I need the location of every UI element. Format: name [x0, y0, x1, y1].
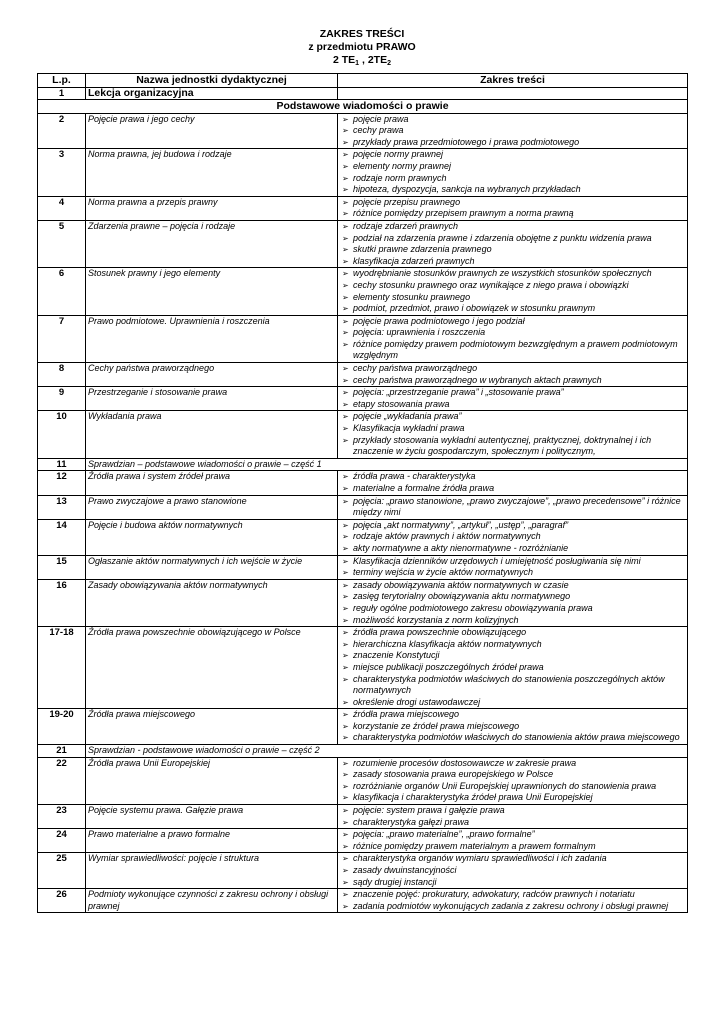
table-row [38, 315, 688, 362]
content-list-item: ➢ klasyfikacja i charakterystyka źródeł prawa Unii Europejskiej [342, 792, 685, 804]
content-list [342, 197, 685, 220]
unit-name: Pojęcie prawa i jego cechy [86, 113, 338, 149]
content-list [342, 829, 685, 852]
row-number: 22 [38, 757, 86, 804]
content-cell [338, 220, 688, 267]
content-list [342, 853, 685, 888]
content-cell [338, 411, 688, 458]
document-header [0, 28, 724, 67]
row-number: 7 [38, 315, 86, 362]
content-cell [338, 315, 688, 362]
unit-name: Wykładania prawa [86, 411, 338, 458]
unit-name: Prawo materialne a prawo formalne [86, 829, 338, 853]
table-header-row [38, 74, 688, 88]
table-row [38, 709, 688, 745]
row-number: 12 [38, 471, 86, 495]
unit-name: Przestrzeganie i stosowanie prawa [86, 387, 338, 411]
unit-name: Norma prawna, jej budowa i rodzaje [86, 149, 338, 196]
content-cell [338, 495, 688, 519]
content-cell [338, 757, 688, 804]
content-list-item: ➢ reguły ogólne podmiotowego zakresu obowiązywania prawa [342, 603, 685, 615]
row-number: 2 [38, 113, 86, 149]
row-number: 24 [38, 829, 86, 853]
table-row [38, 805, 688, 829]
content-list-item: ➢ pojęcia: „prawo stanowione, „prawo zwyczajowe”, „prawo precedensowe” i różnice między nimi [342, 496, 685, 519]
row-number: 3 [38, 149, 86, 196]
content-list-item: ➢ elementy normy prawnej [342, 161, 685, 173]
row-number: 23 [38, 805, 86, 829]
content-list [342, 471, 685, 494]
content-list-item: ➢ hipoteza, dyspozycja, sankcja na wybranych przykładach [342, 184, 685, 196]
content-list-item: ➢ zadania podmiotów wykonujących zadania z zakresu ochrony i obsługi prawnej [342, 901, 685, 913]
row-number: 9 [38, 387, 86, 411]
unit-name: Źródła prawa Unii Europejskiej [86, 757, 338, 804]
content-list-item: ➢ źródła prawa miejscowego [342, 709, 685, 721]
table-row [38, 579, 688, 626]
content-list [342, 387, 685, 410]
content-cell [338, 471, 688, 495]
row-number: 16 [38, 579, 86, 626]
content-list-item: ➢ różnice pomiędzy prawem podmiotowym bezwzględnym a prawem podmiotowym względnym [342, 339, 685, 362]
row-number: 19-20 [38, 709, 86, 745]
unit-name: Prawo podmiotowe. Uprawnienia i roszczenia [86, 315, 338, 362]
content-list-item: ➢ możliwość korzystania z norm kolizyjnych [342, 615, 685, 627]
table-body [38, 87, 688, 913]
content-list-item: ➢ rodzaje zdarzeń prawnych [342, 221, 685, 233]
content-cell [338, 149, 688, 196]
row-number: 11 [38, 458, 86, 471]
content-cell [338, 268, 688, 315]
table-row [38, 555, 688, 579]
unit-name: Zasady obowiązywania aktów normatywnych [86, 579, 338, 626]
table-row [38, 627, 688, 709]
content-list [342, 520, 685, 555]
content-list [342, 363, 685, 386]
content-list-item: ➢ pojęcie prawa podmiotowego i jego podział [342, 316, 685, 328]
row-number: 25 [38, 853, 86, 889]
row-number: 5 [38, 220, 86, 267]
content-list-item: ➢ zasady obowiązywania aktów normatywnych w czasie [342, 580, 685, 592]
content-cell [338, 555, 688, 579]
content-list-item: ➢ elementy stosunku prawnego [342, 292, 685, 304]
content-list [342, 627, 685, 708]
content-list-item: ➢ pojęcie „wykładania prawa” [342, 411, 685, 423]
unit-name: Zdarzenia prawne – pojęcia i rodzaje [86, 220, 338, 267]
content-list-item: ➢ pojęcie: system prawa i gałęzie prawa [342, 805, 685, 817]
content-list-item: ➢ znaczenie Konstytucji [342, 650, 685, 662]
unit-name: Prawo zwyczajowe a prawo stanowione [86, 495, 338, 519]
content-list-item: ➢ miejsce publikacji poszczególnych źródeł prawa [342, 662, 685, 674]
unit-name: Norma prawna a przepis prawny [86, 196, 338, 220]
content-list-item: ➢ pojęcia: „przestrzeganie prawa” i „stosowanie prawa” [342, 387, 685, 399]
table-row [38, 220, 688, 267]
content-list-item: ➢ pojęcie normy prawnej [342, 149, 685, 161]
table-row [38, 149, 688, 196]
table-row [38, 387, 688, 411]
content-list-item: ➢ określenie drogi ustawodawczej [342, 697, 685, 709]
content-list-item: ➢ materialne a formalne źródła prawa [342, 483, 685, 495]
content-list-item: ➢ rodzaje norm prawnych [342, 173, 685, 185]
unit-name: Źródła prawa i system źródeł prawa [86, 471, 338, 495]
table-row [38, 829, 688, 853]
content-cell [338, 87, 688, 100]
row-number: 6 [38, 268, 86, 315]
content-list-item: ➢ pojęcie przepisu prawnego [342, 197, 685, 209]
content-list-item: ➢ cechy prawa [342, 125, 685, 137]
content-list-item: ➢ charakterystyka organów wymiaru sprawiedliwości i ich zadania [342, 853, 685, 865]
test-entry: Sprawdzian – podstawowe wiadomości o prawie – część 1 [86, 458, 688, 471]
document-subject: z przedmiotu PRAWO [308, 41, 416, 53]
content-list-item: ➢ charakterystyka podmiotów właściwych do stanowienia aktów prawa miejscowego [342, 732, 685, 744]
content-list [342, 221, 685, 267]
content-list-item: ➢ cechy stosunku prawnego oraz wynikające z niego prawa i obowiązki [342, 280, 685, 292]
row-number: 15 [38, 555, 86, 579]
content-list-item: ➢ zasięg terytorialny obowiązywania aktu normatywnego [342, 591, 685, 603]
table-row [38, 100, 688, 114]
table-row [38, 411, 688, 458]
content-list-item: ➢ pojęcia: uprawnienia i roszczenia [342, 327, 685, 339]
content-list-item: ➢ źródła prawa - charakterystyka [342, 471, 685, 483]
content-list [342, 758, 685, 804]
content-list-item: ➢ podział na zdarzenia prawne i zdarzenia obojętne z punktu widzenia prawa [342, 233, 685, 245]
content-list-item: ➢ znaczenie pojęć: prokuratury, adwokatury, radców prawnych i notariatu [342, 889, 685, 901]
content-list-item: ➢ etapy stosowania prawa [342, 399, 685, 411]
unit-name: Ogłaszanie aktów normatywnych i ich wejście w życie [86, 555, 338, 579]
content-list-item: ➢ różnice pomiędzy prawem materialnym a prawem formalnym [342, 841, 685, 853]
content-cell [338, 579, 688, 626]
row-number: 8 [38, 363, 86, 387]
content-cell [338, 113, 688, 149]
content-list-item: ➢ rozróżnianie organów Unii Europejskiej uprawnionych do stanowienia prawa [342, 781, 685, 793]
content-list [342, 411, 685, 457]
content-cell [338, 519, 688, 555]
content-list-item: ➢ terminy wejścia w życie aktów normatywnych [342, 567, 685, 579]
row-number: 13 [38, 495, 86, 519]
content-cell [338, 889, 688, 913]
content-cell [338, 709, 688, 745]
table-row [38, 745, 688, 758]
content-list-item: ➢ przykłady prawa przedmiotowego i prawa podmiotowego [342, 137, 685, 149]
table-row [38, 196, 688, 220]
table-row [38, 471, 688, 495]
content-cell [338, 829, 688, 853]
row-number: 1 [38, 87, 86, 100]
content-list-item: ➢ korzystanie ze źródeł prawa miejscowego [342, 721, 685, 733]
content-list [342, 114, 685, 149]
content-list-item: ➢ akty normatywne a akty nienormatywne - rozróżnianie [342, 543, 685, 555]
unit-name: Źródła prawa miejscowego [86, 709, 338, 745]
row-number: 10 [38, 411, 86, 458]
row-number: 26 [38, 889, 86, 913]
content-list [342, 580, 685, 626]
content-cell [338, 627, 688, 709]
column-header-content: Zakres treści [338, 74, 688, 88]
content-cell [338, 196, 688, 220]
row-number: 14 [38, 519, 86, 555]
content-list-item: ➢ Klasyfikacja wykładni prawa [342, 423, 685, 435]
content-cell [338, 363, 688, 387]
unit-name: Stosunek prawny i jego elementy [86, 268, 338, 315]
content-list-item: ➢ zasady dwuinstancyjności [342, 865, 685, 877]
table-row [38, 87, 688, 100]
content-list-item: ➢ cechy państwa praworządnego [342, 363, 685, 375]
curriculum-table [37, 73, 688, 913]
content-list [342, 268, 685, 314]
content-list [342, 316, 685, 362]
row-number: 21 [38, 745, 86, 758]
table-row [38, 363, 688, 387]
column-header-lp: L.p. [38, 74, 86, 88]
content-list-item: ➢ charakterystyka gałęzi prawa [342, 817, 685, 829]
content-list-item: ➢ cechy państwa praworządnego w wybranych aktach prawnych [342, 375, 685, 387]
content-list [342, 805, 685, 828]
content-list-item: ➢ zasady stosowania prawa europejskiego w Polsce [342, 769, 685, 781]
content-list-item: ➢ wyodrębnianie stosunków prawnych ze wszystkich stosunków społecznych [342, 268, 685, 280]
table-row [38, 113, 688, 149]
row-number: 17-18 [38, 627, 86, 709]
content-list-item: ➢ pojęcie prawa [342, 114, 685, 126]
content-list-item: ➢ źródła prawa powszechnie obowiązującego [342, 627, 685, 639]
unit-name: Lekcja organizacyjna [86, 87, 338, 100]
content-list-item: ➢ pojęcia: „prawo materialne”, „prawo formalne” [342, 829, 685, 841]
content-list-item: ➢ pojęcia „akt normatywny”, „artykuł”, „ustęp”, „paragraf” [342, 520, 685, 532]
table-row [38, 458, 688, 471]
document-classes: 2 $TE_1$ , $2TE_2$ [332, 54, 391, 67]
column-header-name: Nazwa jednostki dydaktycznej [86, 74, 338, 88]
unit-name: Pojęcie i budowa aktów normatywnych [86, 519, 338, 555]
table-row [38, 268, 688, 315]
content-list-item: ➢ hierarchiczna klasyfikacja aktów normatywnych [342, 639, 685, 651]
unit-name: Wymiar sprawiedliwości: pojęcie i struktura [86, 853, 338, 889]
unit-name: Podmioty wykonujące czynności z zakresu ochrony i obsługi prawnej [86, 889, 338, 913]
content-cell [338, 853, 688, 889]
content-list [342, 889, 685, 912]
content-list [342, 149, 685, 195]
table-row [38, 495, 688, 519]
row-number: 4 [38, 196, 86, 220]
table-row [38, 757, 688, 804]
content-list-item: ➢ rozumienie procesów dostosowawcze w zakresie prawa [342, 758, 685, 770]
content-list-item: ➢ sądy drugiej instancji [342, 877, 685, 889]
table-row [38, 853, 688, 889]
content-list [342, 709, 685, 744]
content-list-item: ➢ klasyfikacja zdarzeń prawnych [342, 256, 685, 268]
content-cell [338, 805, 688, 829]
content-list [342, 556, 685, 579]
unit-name: Źródła prawa powszechnie obowiązującego w Polsce [86, 627, 338, 709]
content-list-item: ➢ skutki prawne zdarzenia prawnego [342, 244, 685, 256]
content-list-item: ➢ podmiot, przedmiot, prawo i obowiązek w stosunku prawnym [342, 303, 685, 315]
content-cell [338, 387, 688, 411]
unit-name: Pojęcie systemu prawa. Gałęzie prawa [86, 805, 338, 829]
content-list-item: ➢ różnice pomiędzy przepisem prawnym a norma prawną [342, 208, 685, 220]
table-row [38, 889, 688, 913]
document-title: ZAKRES TREŚCI [319, 28, 405, 40]
table-row [38, 519, 688, 555]
content-list-item: ➢ Klasyfikacja dzienników urzędowych i umiejętność posługiwania się nimi [342, 556, 685, 568]
unit-name: Cechy państwa praworządnego [86, 363, 338, 387]
content-list [342, 496, 685, 519]
test-entry: Sprawdzian - podstawowe wiadomości o prawie – część 2 [86, 745, 688, 758]
content-list-item: ➢ charakterystyka podmiotów właściwych do stanowienia poszczególnych aktów normatywnych [342, 674, 685, 697]
section-heading: Podstawowe wiadomości o prawie [38, 100, 688, 114]
content-list-item: ➢ przykłady stosowania wykładni autentycznej, praktycznej, doktrynalnej i ich znaczenie w życiu gospodarczym, społecznym i politycznym, [342, 435, 685, 458]
content-list-item: ➢ rodzaje aktów prawnych i aktów normatywnych [342, 531, 685, 543]
